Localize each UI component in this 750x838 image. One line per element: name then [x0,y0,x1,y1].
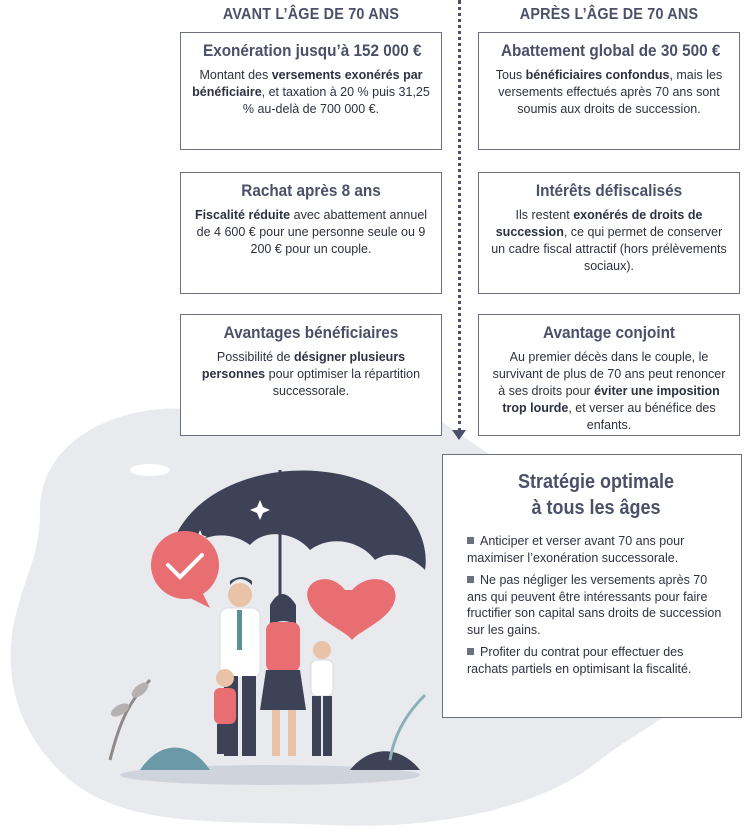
box-title: Abattement global de 30 500 € [501,41,721,60]
box-abattement-global [478,32,740,150]
divider-arrow-head [452,430,466,440]
box-title: Exonération jusqu’à 152 000 € [203,41,422,60]
box-text: Fiscalité réduite avec abattement annuel de 4 600 € pour une personne seule ou 9 200 € pour un couple. [194,208,428,256]
box-interets [478,172,740,294]
strategy-title-line2: à tous les âges [531,497,661,519]
bullet-square-icon [467,537,474,544]
bullet-square-icon [467,648,474,655]
column-title-before-70: AVANT L’ÂGE DE 70 ANS [222,6,400,23]
list-item: Ne pas négliger les versements après 70 ans qui peuvent être intéressants pour faire fructifier son capital sans droits de succession sur les gains. [467,573,722,637]
box-text: Montant des versements exonérés par bénéficiaire, et taxation à 20 % puis 31,25 % au-delà de 700 000 €. [192,68,430,116]
box-title: Rachat après 8 ans [241,181,381,200]
box-title: Avantage conjoint [542,323,676,342]
box-text: Tous bénéficiaires confondus, mais les versements effectués après 70 ans sont soumis aux droits de succession. [495,68,723,116]
strategy-title [480,469,712,521]
bullet-square-icon [467,576,474,583]
cloud-icon [130,464,170,476]
family-umbrella-illustration [90,440,450,800]
strategy-box [442,454,742,718]
box-text: Ils restent exonérés de droits de succession, ce qui permet de conserver un cadre fiscal attractif (hors prélèvements sociaux). [491,208,727,273]
column-title-after-70: APRÈS L’ÂGE DE 70 ANS [519,6,699,23]
box-text: Possibilité de désigner plusieurs personnes pour optimiser la répartition successorale. [201,350,421,398]
plant-icon [390,695,425,760]
strategy-title-line1: Stratégie optimale [517,471,675,493]
box-title: Avantages bénéficiaires [223,323,399,342]
heart-icon [307,579,395,640]
box-rachat [180,172,442,294]
box-text: Au premier décès dans le couple, le survivant de plus de 70 ans peut renoncer à ses droits pour éviter une imposition trop lourde, et verser au bénéfice des enfants. [492,350,726,432]
strategy-list [467,533,725,677]
list-item: Profiter du contrat pour effectuer des rachats partiels en optimisant la fiscalité. [467,645,692,676]
dotted-divider [458,0,461,432]
box-avantage-conjoint [478,314,740,436]
check-bubble-icon [151,531,219,599]
box-exoneration [180,32,442,150]
box-avantages-beneficiaires [180,314,442,436]
list-item: Anticiper et verser avant 70 ans pour maximiser l’exonération successorale. [467,534,685,565]
box-title: Intérêts défiscalisés [535,181,683,200]
